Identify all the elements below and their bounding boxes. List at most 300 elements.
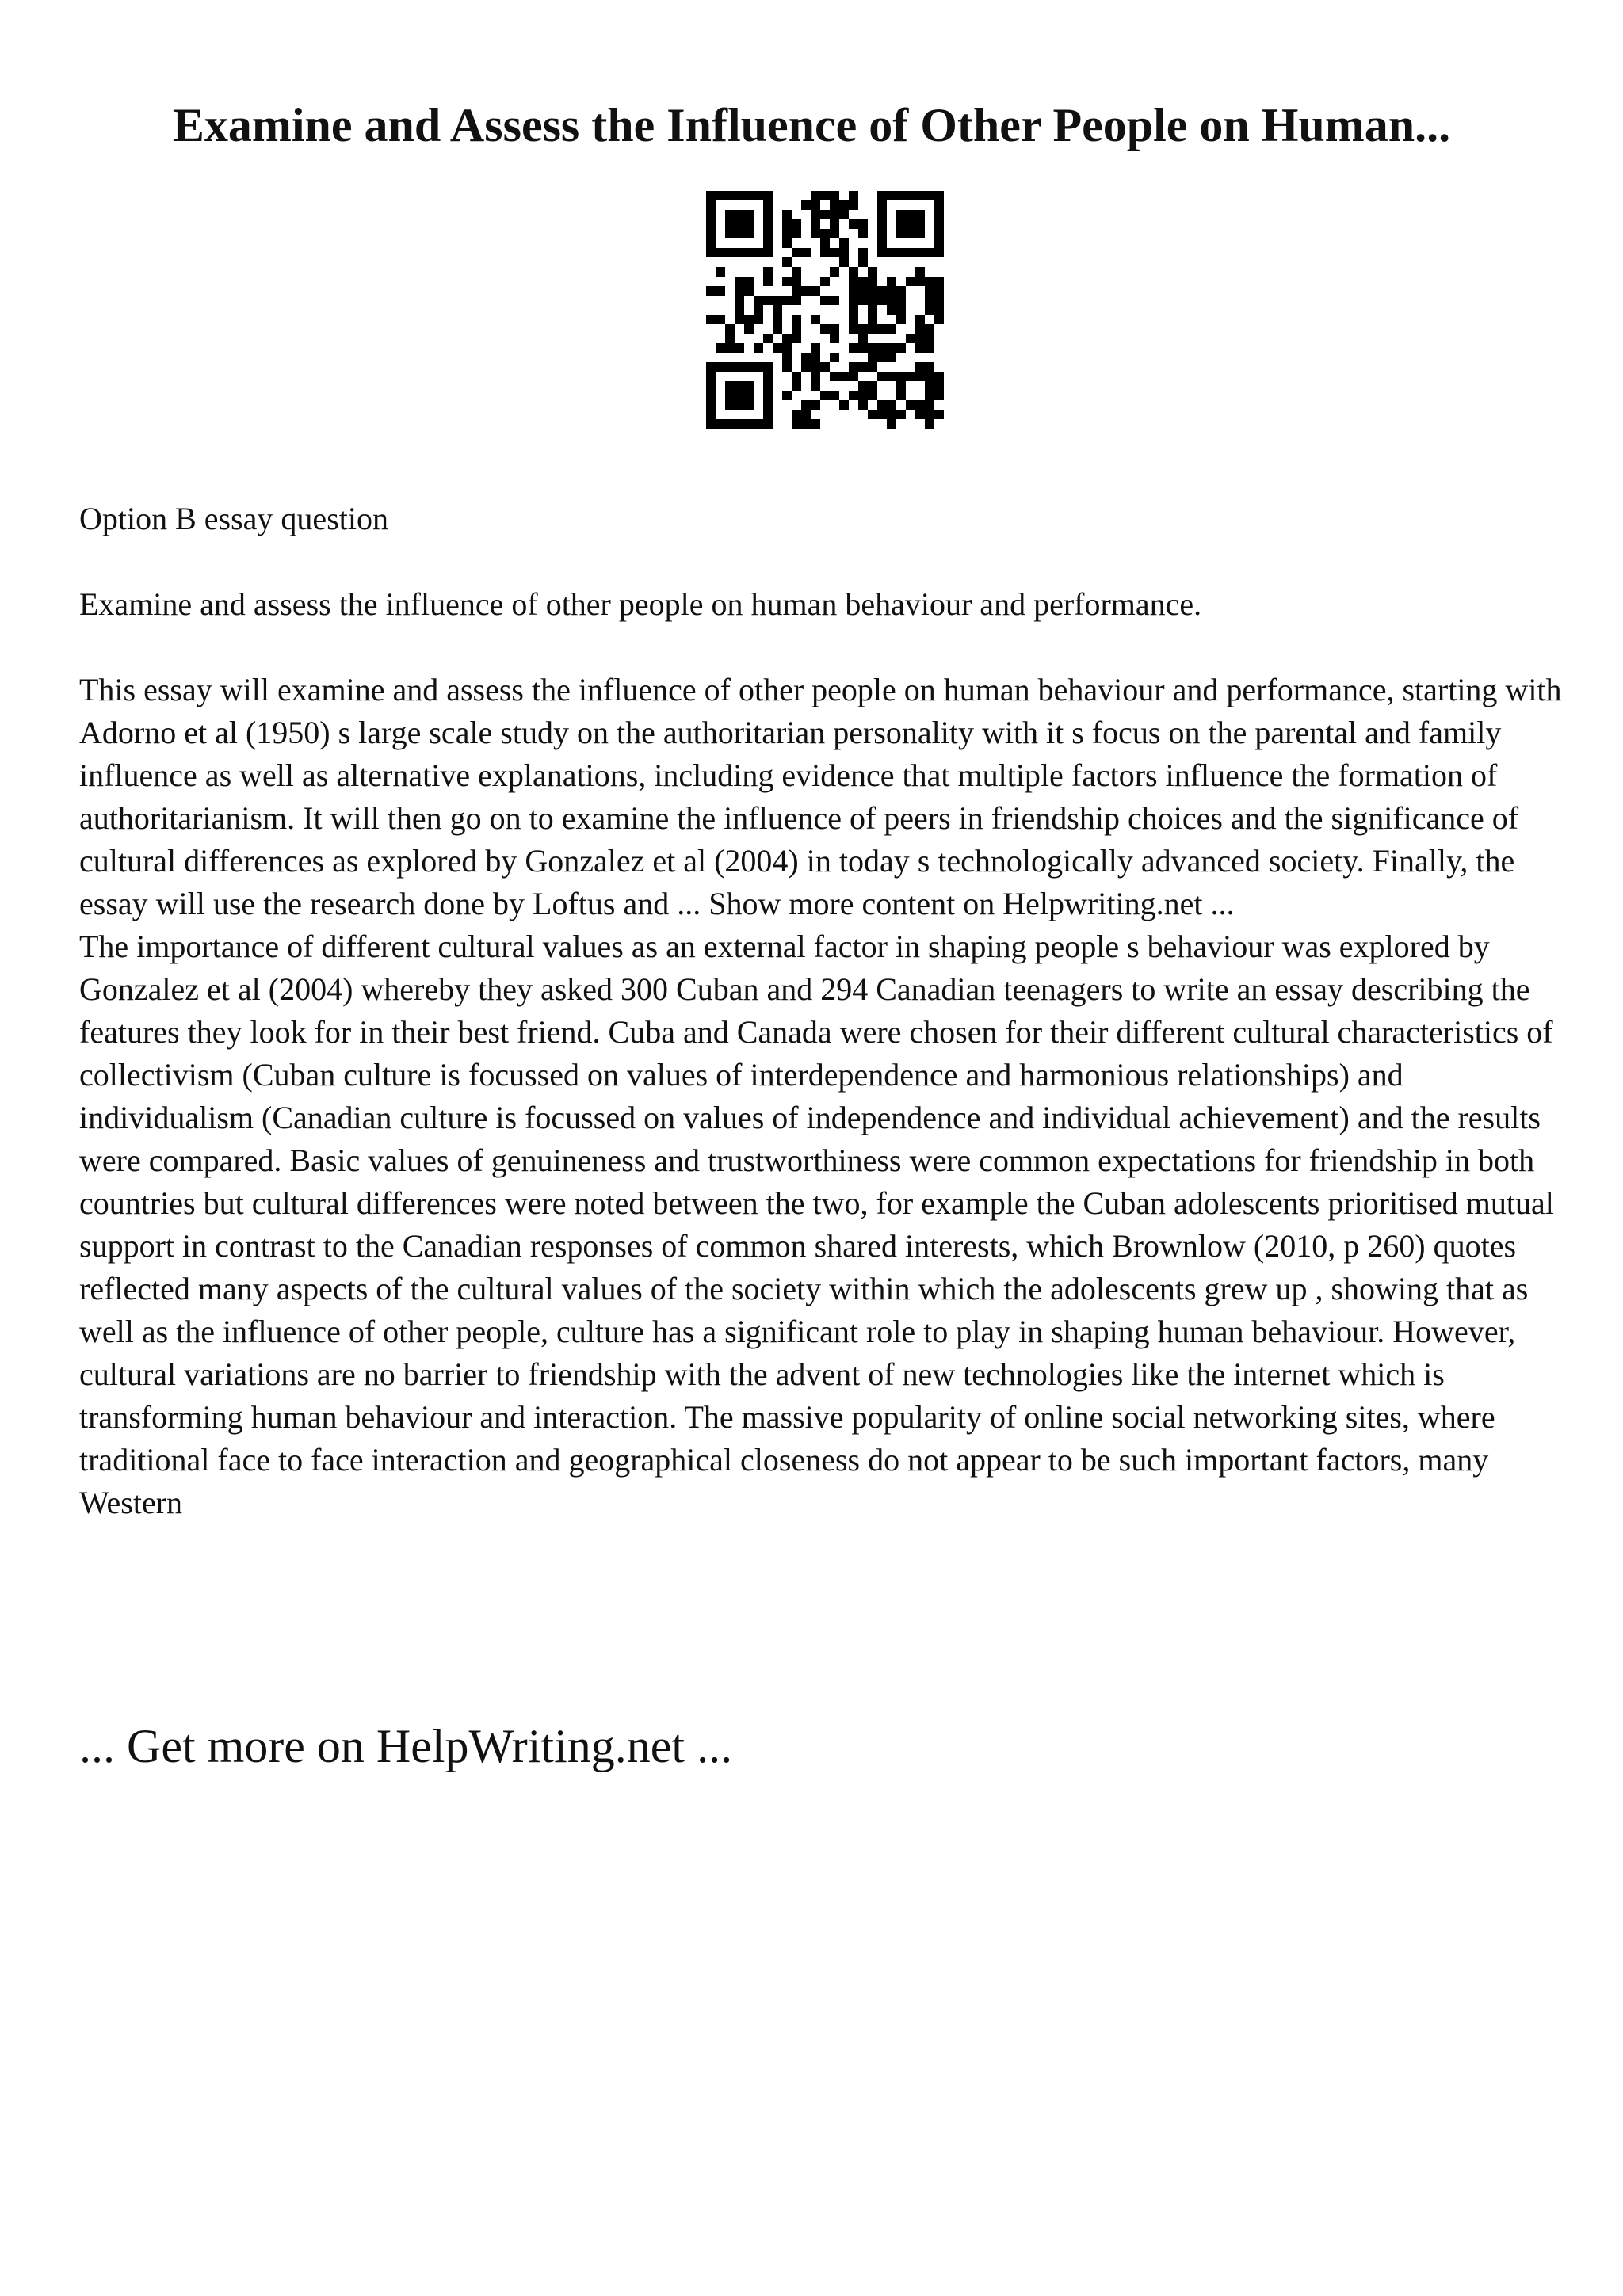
qr-module xyxy=(763,238,773,248)
qr-module xyxy=(849,286,858,296)
qr-module xyxy=(839,248,849,257)
qr-module xyxy=(896,343,906,353)
qr-module xyxy=(763,391,773,400)
qr-module xyxy=(782,353,792,362)
qr-module xyxy=(725,229,735,238)
qr-module xyxy=(782,277,792,286)
qr-module xyxy=(763,296,773,305)
qr-module xyxy=(868,381,877,391)
qr-module xyxy=(925,372,934,381)
qr-module xyxy=(744,391,754,400)
qr-module xyxy=(915,410,925,419)
qr-module xyxy=(915,277,925,286)
qr-module xyxy=(868,296,877,305)
qr-module xyxy=(849,267,858,277)
qr-module xyxy=(906,229,915,238)
qr-module xyxy=(773,296,782,305)
qr-module xyxy=(735,286,744,296)
qr-module xyxy=(706,229,716,238)
qr-module xyxy=(849,219,858,229)
qr-module xyxy=(735,362,744,372)
qr-module xyxy=(763,334,773,343)
qr-module xyxy=(744,315,754,324)
qr-module xyxy=(716,267,725,277)
qr-module xyxy=(906,219,915,229)
qr-module xyxy=(830,267,839,277)
qr-module xyxy=(735,191,744,200)
qr-module xyxy=(849,391,858,400)
qr-module xyxy=(934,277,944,286)
qr-module xyxy=(763,191,773,200)
qr-module xyxy=(706,200,716,210)
qr-module xyxy=(839,372,849,381)
qr-module xyxy=(858,381,868,391)
qr-module xyxy=(934,238,944,248)
qr-module xyxy=(906,277,915,286)
qr-module xyxy=(811,343,820,353)
qr-module xyxy=(887,353,896,362)
qr-module xyxy=(763,200,773,210)
qr-module xyxy=(896,410,906,419)
qr-module xyxy=(925,305,934,315)
qr-module xyxy=(744,286,754,296)
qr-module xyxy=(934,410,944,419)
qr-module xyxy=(906,191,915,200)
qr-module xyxy=(792,410,801,419)
qr-module xyxy=(849,296,858,305)
qr-module xyxy=(782,257,792,267)
qr-module xyxy=(706,210,716,219)
qr-module xyxy=(830,353,839,362)
qr-module xyxy=(868,362,877,372)
qr-module xyxy=(735,219,744,229)
qr-module xyxy=(887,372,896,381)
qr-module xyxy=(735,210,744,219)
qr-module xyxy=(801,286,811,296)
qr-module xyxy=(858,219,868,229)
qr-module xyxy=(763,219,773,229)
qr-module xyxy=(811,229,820,238)
qr-module xyxy=(820,191,830,200)
page-title: Examine and Assess the Influence of Other People on Human... xyxy=(172,99,1451,151)
qr-module xyxy=(792,324,801,334)
qr-module xyxy=(839,400,849,410)
qr-module xyxy=(934,229,944,238)
qr-module xyxy=(811,372,820,381)
qr-module xyxy=(887,305,896,315)
qr-module xyxy=(754,296,763,305)
qr-module xyxy=(735,248,744,257)
qr-module xyxy=(706,372,716,381)
qr-module xyxy=(763,267,773,277)
qr-module xyxy=(915,191,925,200)
qr-module xyxy=(915,362,925,372)
qr-module xyxy=(896,372,906,381)
qr-module xyxy=(801,419,811,429)
qr-module xyxy=(915,219,925,229)
qr-module xyxy=(925,400,934,410)
qr-module xyxy=(906,400,915,410)
essay-question: Examine and assess the influence of other people on human behaviour and performance. xyxy=(79,586,1202,622)
qr-code xyxy=(705,190,945,429)
qr-module xyxy=(896,191,906,200)
qr-module xyxy=(754,305,763,315)
qr-module xyxy=(773,343,782,353)
qr-module xyxy=(735,277,744,286)
qr-module xyxy=(820,296,830,305)
qr-module xyxy=(934,372,944,381)
qr-module xyxy=(934,391,944,400)
qr-module xyxy=(725,381,735,391)
qr-module xyxy=(754,191,763,200)
qr-module xyxy=(763,229,773,238)
qr-module xyxy=(896,315,906,324)
qr-module xyxy=(830,296,839,305)
qr-module xyxy=(858,257,868,267)
qr-module xyxy=(849,324,858,334)
qr-module xyxy=(735,419,744,429)
qr-module xyxy=(725,219,735,229)
qr-module xyxy=(915,229,925,238)
qr-module xyxy=(934,315,944,324)
qr-module xyxy=(925,391,934,400)
qr-module xyxy=(792,267,801,277)
qr-module xyxy=(820,248,830,257)
qr-module xyxy=(830,210,839,219)
qr-module xyxy=(811,353,820,362)
paragraph-body: The importance of different cultural values as an external factor in shaping people s behaviour was explored by Gonzalez et al (2004) whereby they asked 300 Cuban and 294 Canadian teenagers to write an essay describing the features they look for in their best friend. Cuba and Canada were chosen for their different cultural characteristics of collectivism (Cuban culture is focussed on values of interdependence and harmonious relationships) and individualism (Canadian culture is focussed on values of independence and individual achievement) and the results were compared. Basic values of genuineness and trustworthiness were common expectations for friendship in both countries but cultural differences were noted between the two, for example the Cuban adolescents prioritised mutual support in contrast to the Canadian responses of common shared interests, which Brownlow (2010, p 260) quotes reflected many aspects of the cultural values of the society within which the adolescents grew up , showing that as well as the influence of other people, culture has a significant role to play in shaping human behaviour. However, cultural variations are no barrier to friendship with the advent of new technologies like the internet which is transforming human behaviour and interaction. The massive popularity of online social networking sites, where traditional face to face interaction and geographical closeness do not appear to be such important factors, many Western xyxy=(79,929,1554,1520)
qr-module xyxy=(830,324,839,334)
qr-module xyxy=(906,334,915,343)
qr-module xyxy=(925,191,934,200)
qr-module xyxy=(887,277,896,286)
qr-module xyxy=(925,334,934,343)
qr-module xyxy=(801,410,811,419)
qr-module xyxy=(725,334,735,343)
qr-module xyxy=(754,343,763,353)
qr-module xyxy=(925,248,934,257)
qr-module xyxy=(915,372,925,381)
qr-module xyxy=(811,191,820,200)
qr-module xyxy=(858,362,868,372)
qr-module xyxy=(830,391,839,400)
qr-module xyxy=(877,286,887,296)
qr-module xyxy=(716,343,725,353)
qr-module xyxy=(725,343,735,353)
qr-module xyxy=(877,210,887,219)
qr-module xyxy=(744,219,754,229)
qr-module xyxy=(925,362,934,372)
qr-module xyxy=(792,315,801,324)
qr-module xyxy=(744,248,754,257)
qr-module xyxy=(763,372,773,381)
qr-module xyxy=(706,410,716,419)
qr-module xyxy=(830,219,839,229)
qr-module xyxy=(868,286,877,296)
qr-module xyxy=(830,229,839,238)
qr-module xyxy=(868,324,877,334)
qr-module xyxy=(801,400,811,410)
qr-module xyxy=(868,410,877,419)
qr-module xyxy=(735,305,744,315)
qr-module xyxy=(820,277,830,286)
qr-module xyxy=(868,277,877,286)
qr-module xyxy=(716,315,725,324)
qr-module xyxy=(858,343,868,353)
qr-module xyxy=(716,191,725,200)
qr-module xyxy=(744,419,754,429)
qr-module xyxy=(820,210,830,219)
qr-module xyxy=(792,229,801,238)
essay-body xyxy=(79,498,1569,1524)
qr-module xyxy=(782,296,792,305)
qr-module xyxy=(906,248,915,257)
qr-module xyxy=(706,400,716,410)
qr-module xyxy=(915,267,925,277)
qr-module xyxy=(896,381,906,391)
qr-module xyxy=(925,296,934,305)
qr-module xyxy=(725,391,735,400)
qr-module xyxy=(782,219,792,229)
qr-module xyxy=(792,372,801,381)
qr-module xyxy=(925,277,934,286)
qr-module xyxy=(706,219,716,229)
qr-module xyxy=(877,248,887,257)
qr-module xyxy=(801,353,811,362)
qr-module xyxy=(763,400,773,410)
qr-module xyxy=(706,191,716,200)
qr-module xyxy=(934,219,944,229)
qr-module xyxy=(830,372,839,381)
qr-module xyxy=(716,286,725,296)
qr-module xyxy=(839,210,849,219)
qr-module xyxy=(744,277,754,286)
qr-module xyxy=(877,200,887,210)
qr-module xyxy=(934,248,944,257)
qr-module xyxy=(763,410,773,419)
qr-module xyxy=(744,229,754,238)
qr-module xyxy=(706,286,716,296)
qr-module xyxy=(877,324,887,334)
qr-module xyxy=(849,372,858,381)
qr-module xyxy=(858,296,868,305)
qr-module xyxy=(887,324,896,334)
qr-module xyxy=(716,362,725,372)
qr-module xyxy=(792,419,801,429)
qr-module xyxy=(725,324,735,334)
qr-module xyxy=(725,248,735,257)
qr-module xyxy=(896,210,906,219)
qr-module xyxy=(868,343,877,353)
qr-module xyxy=(763,248,773,257)
qr-module xyxy=(706,248,716,257)
qr-module xyxy=(849,277,858,286)
qr-module xyxy=(887,248,896,257)
qr-module xyxy=(801,200,811,210)
qr-module xyxy=(896,229,906,238)
qr-module xyxy=(925,324,934,334)
qr-module xyxy=(830,334,839,343)
qr-module xyxy=(782,238,792,248)
qr-module xyxy=(811,200,820,210)
qr-module xyxy=(811,400,820,410)
qr-module xyxy=(877,353,887,362)
qr-module xyxy=(735,391,744,400)
qr-module xyxy=(801,248,811,257)
qr-module xyxy=(801,362,811,372)
qr-module xyxy=(706,315,716,324)
qr-module xyxy=(773,315,782,324)
qr-module xyxy=(896,286,906,296)
qr-module xyxy=(830,191,839,200)
qr-module xyxy=(782,391,792,400)
qr-module xyxy=(811,419,820,429)
qr-module xyxy=(792,296,801,305)
qr-module xyxy=(868,353,877,362)
qr-module xyxy=(820,238,830,248)
qr-module xyxy=(896,219,906,229)
qr-module xyxy=(763,381,773,391)
qr-module xyxy=(782,334,792,343)
qr-module xyxy=(830,200,839,210)
qr-module xyxy=(849,362,858,372)
qr-module xyxy=(887,419,896,429)
qr-module xyxy=(849,315,858,324)
qr-module xyxy=(934,210,944,219)
qr-module xyxy=(934,200,944,210)
qr-module xyxy=(782,210,792,219)
qr-module xyxy=(744,210,754,219)
qr-module xyxy=(782,229,792,238)
qr-module xyxy=(773,305,782,315)
qr-module xyxy=(906,372,915,381)
qr-module xyxy=(906,210,915,219)
qr-module xyxy=(811,362,820,372)
qr-module xyxy=(811,210,820,219)
qr-module xyxy=(820,362,830,372)
qr-module xyxy=(858,229,868,238)
qr-module xyxy=(877,191,887,200)
qr-module xyxy=(858,334,868,343)
qr-module xyxy=(925,410,934,419)
qr-module xyxy=(725,419,735,429)
qr-module xyxy=(925,286,934,296)
qr-module xyxy=(830,248,839,257)
qr-module xyxy=(877,238,887,248)
paragraph-intro: This essay will examine and assess the influence of other people on human behaviour and performance, starting with Adorno et al (1950) s large scale study on the authoritarian personality with it s focus on the parental and family influence as well as alternative explanations, including evidence that multiple factors influence the formation of authoritarianism. It will then go on to examine the influence of peers in friendship choices and the significance of cultural differences as explored by Gonzalez et al (2004) in today s technologically advanced society. Finally, the essay will use the research done by Loftus and ... Show more content on Helpwriting.net ... xyxy=(79,672,1562,921)
qr-module xyxy=(915,248,925,257)
qr-module xyxy=(849,200,858,210)
qr-module xyxy=(849,305,858,315)
qr-module xyxy=(925,381,934,391)
qr-module xyxy=(735,315,744,324)
qr-module xyxy=(858,400,868,410)
qr-module xyxy=(725,362,735,372)
qr-module xyxy=(887,191,896,200)
qr-module xyxy=(820,391,830,400)
qr-module xyxy=(877,410,887,419)
qr-module xyxy=(934,381,944,391)
qr-module xyxy=(744,191,754,200)
qr-module xyxy=(934,191,944,200)
qr-module xyxy=(792,248,801,257)
qr-module xyxy=(716,419,725,429)
qr-module xyxy=(792,334,801,343)
qr-module xyxy=(706,419,716,429)
qr-module xyxy=(735,381,744,391)
qr-module xyxy=(925,343,934,353)
qr-module xyxy=(858,391,868,400)
qr-module xyxy=(896,391,906,400)
qr-module xyxy=(877,229,887,238)
qr-module xyxy=(744,400,754,410)
qr-module xyxy=(754,419,763,429)
qr-module xyxy=(735,229,744,238)
qr-module xyxy=(716,248,725,257)
qr-module xyxy=(887,410,896,419)
qr-module xyxy=(706,362,716,372)
qr-module xyxy=(735,400,744,410)
qr-module xyxy=(934,305,944,315)
qr-module xyxy=(858,248,868,257)
qr-module xyxy=(877,372,887,381)
qr-module xyxy=(754,315,763,324)
qr-module xyxy=(858,277,868,286)
qr-module xyxy=(839,238,849,248)
qr-module xyxy=(811,286,820,296)
qr-module xyxy=(792,381,801,391)
qr-module xyxy=(782,362,792,372)
qr-module xyxy=(735,343,744,353)
qr-module xyxy=(868,267,877,277)
qr-module xyxy=(773,324,782,334)
qr-module xyxy=(735,296,744,305)
qr-module xyxy=(887,343,896,353)
qr-module xyxy=(877,219,887,229)
qr-module xyxy=(820,229,830,238)
qr-module xyxy=(744,362,754,372)
qr-module xyxy=(858,286,868,296)
subject-line: Option B essay question xyxy=(79,501,388,536)
qr-module xyxy=(915,343,925,353)
qr-module xyxy=(896,305,906,315)
qr-module xyxy=(915,315,925,324)
qr-module xyxy=(744,381,754,391)
footer-link[interactable]: ... Get more on HelpWriting.net ... xyxy=(79,1720,733,1772)
qr-module xyxy=(725,191,735,200)
qr-module xyxy=(915,324,925,334)
qr-module xyxy=(877,343,887,353)
qr-module xyxy=(896,296,906,305)
qr-module xyxy=(915,400,925,410)
qr-module xyxy=(934,296,944,305)
qr-module xyxy=(792,277,801,286)
qr-module xyxy=(896,248,906,257)
qr-module xyxy=(887,286,896,296)
qr-module xyxy=(706,391,716,400)
qr-module xyxy=(763,277,773,286)
qr-module xyxy=(934,286,944,296)
qr-module xyxy=(744,324,754,334)
qr-module xyxy=(782,343,792,353)
qr-module xyxy=(915,210,925,219)
qr-module xyxy=(868,315,877,324)
qr-module xyxy=(820,324,830,334)
qr-module xyxy=(849,191,858,200)
qr-module xyxy=(754,248,763,257)
qr-module xyxy=(706,381,716,391)
qr-module xyxy=(725,400,735,410)
